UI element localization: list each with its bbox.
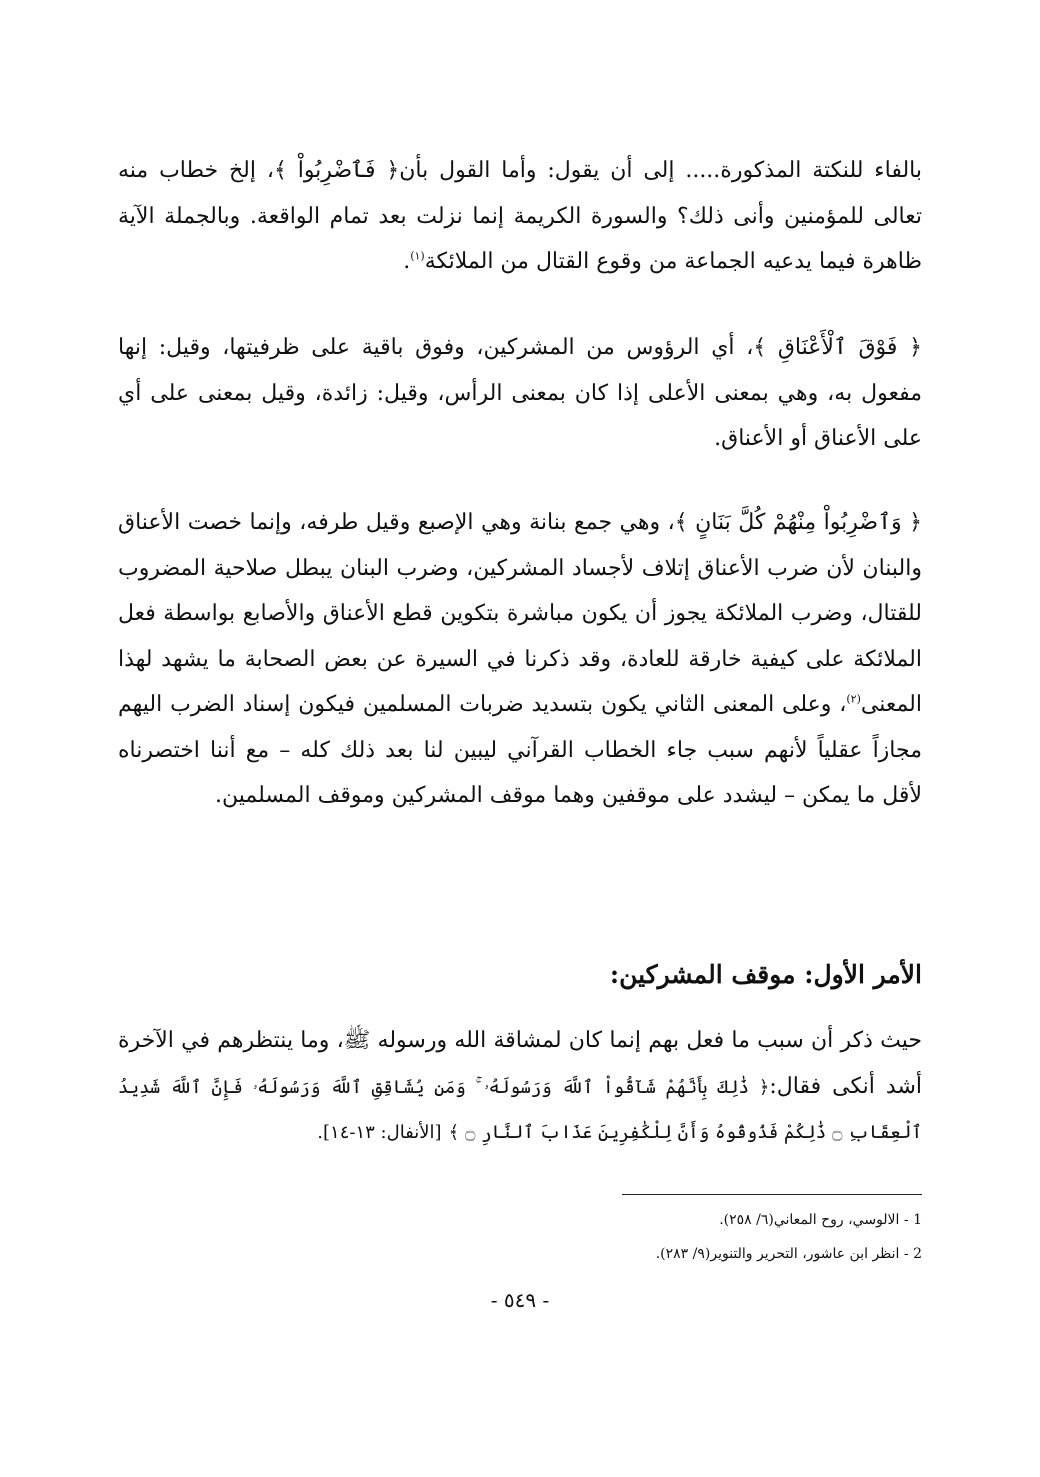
- footnote-divider: [622, 1194, 922, 1195]
- paragraph-1: [118, 148, 922, 285]
- footnote-ref-2[interactable]: (٢): [846, 692, 861, 706]
- footnote-1: 1 - الالوسي، روح المعاني(٦/ ٢٥٨).: [719, 1212, 922, 1228]
- footnote-ref-1[interactable]: (١): [410, 249, 425, 263]
- paragraph-3-text-a: ﴿ وَٱضْرِبُواْ مِنْهُمْ كُلَّ بَنَانٍ ﴾، وهي جمع بنانة وهي الإصبع وقيل طرفه، وإنما خصت الأعناق والبنان لأن ضرب الأعناق إتلاف لأجساد المشركين، وضرب البنان يبطل صلاحية المضروب للقتال، وضرب الملائكة يجوز أن يكون مباشرة بتكوين قطع الأعناق والأصابع بواسطة فعل الملائكة على كيفية خارقة للعادة، وقد ذكرنا في السيرة عن بعض الصحابة ما يشهد لهذا المعنى: [118, 510, 922, 717]
- paragraph-3-text-b: ، وعلى المعنى الثاني يكون بتسديد ضربات المسلمين فيكون إسناد الضرب اليهم مجازاً عقلياً لأنهم سبب جاء الخطاب القرآني ليبين لنا بعد ذلك كله – مع أننا اختصرناه لأقل ما يمكن – ليشدد على موقفين وهما موقف المشركين وموقف المسلمين.: [118, 692, 922, 808]
- section-heading: الأمر الأول: موقف المشركين:: [609, 960, 922, 989]
- paragraph-4-text: حيث ذكر أن سبب ما فعل بهم إنما كان لمشاقة الله ورسوله ﷺ، وما ينتظرهم في الآخرة أشد أنكى فقال:: [118, 1028, 923, 1099]
- paragraph-1-end: .: [403, 249, 411, 274]
- paragraph-3: [118, 500, 922, 819]
- footnote-2: 2 - انظر ابن عاشور، التحرير والتنوير(٩/ ٢٨٣).: [655, 1246, 922, 1262]
- quran-verse: ﴿ ذَٰلِكَ بِأَنَّهُمْ شَآقُّواْ ٱللَّهَ وَرَسُولَهُۥ ۚ وَمَن يُشَاقِقِ ٱللَّهَ وَرَسُولَهُۥ فَإِنَّ ٱللَّهَ شَدِيدُ ٱلْعِقَابِ ۝ ذَٰلِكُمْ فَذُوقُوهُ وَأَنَّ لِلْكَٰفِرِينَ عَذَابَ ٱلنَّارِ ۝ ﴾: [118, 1076, 922, 1143]
- paragraph-1-text: بالفاء للنكتة المذكورة..... إلى أن يقول: وأما القول بأن﴿ فَٱضْرِبُواْ ﴾، إلخ خطاب منه تعالى للمؤمنين وأنى ذلك؟ والسورة الكريمة إنما نزلت بعد تمام الواقعة. وبالجملة الآية ظاهرة فيما يدعيه الجماعة من وقوع القتال من الملائكة: [118, 158, 922, 274]
- paragraph-4: [118, 1018, 922, 1155]
- page-number: - ٥٤٩ -: [490, 1288, 550, 1312]
- paragraph-2: ﴿ فَوْقَ ٱلْأَعْنَاقِ ﴾، أي الرؤوس من المشركين، وفوق باقية على ظرفيتها، وقيل: إنها مفعول به، وهي بمعنى الأعلى إذا كان بمعنى الرأس، وقيل: زائدة، وقيل بمعنى على أي على الأعناق أو الأعناق.: [118, 335, 922, 451]
- footnotes: [500, 1203, 922, 1271]
- verse-citation: [الأنفال: ١٣-١٤].: [317, 1122, 442, 1143]
